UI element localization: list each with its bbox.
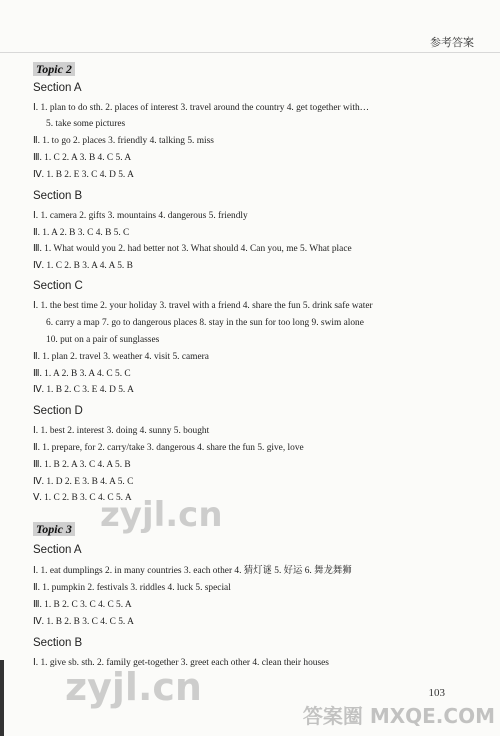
answer-line: Ⅳ. 1. C 2. B 3. A 4. A 5. B bbox=[33, 261, 133, 271]
section-a-heading: Section A bbox=[33, 544, 82, 556]
answer-line: Ⅱ. 1. pumpkin 2. festivals 3. riddles 4. luck 5. special bbox=[33, 583, 231, 593]
answer-line: Ⅳ. 1. B 2. C 3. E 4. D 5. A bbox=[33, 385, 134, 395]
section-c-heading: Section C bbox=[33, 280, 83, 292]
answer-line: Ⅰ. 1. eat dumplings 2. in many countries 3. each other 4. 猜灯谜 5. 好运 6. 舞龙舞狮 bbox=[33, 566, 352, 576]
answer-line: Ⅰ. 1. the best time 2. your holiday 3. travel with a friend 4. share the fun 5. drink safe water bbox=[33, 301, 373, 311]
answer-line: Ⅰ. 1. plan to do sth. 2. places of interest 3. travel around the country 4. get together with… bbox=[33, 103, 370, 113]
page-header: 参考答案 bbox=[430, 36, 474, 49]
answer-line: Ⅲ. 1. B 2. A 3. C 4. A 5. B bbox=[33, 460, 131, 470]
section-d-heading: Section D bbox=[33, 405, 83, 417]
answer-line: Ⅲ. 1. B 2. C 3. C 4. C 5. A bbox=[33, 600, 132, 610]
topic-3-label: Topic 3 bbox=[33, 522, 75, 536]
section-a-heading: Section A bbox=[33, 82, 82, 94]
answer-line: Ⅱ. 1. A 2. B 3. C 4. B 5. C bbox=[33, 228, 130, 238]
answer-line: 5. take some pictures bbox=[46, 119, 126, 129]
answer-line: 10. put on a pair of sunglasses bbox=[46, 335, 160, 345]
watermark: 答案圈 MXQE.COM bbox=[302, 704, 495, 728]
answer-line: Ⅲ. 1. A 2. B 3. A 4. C 5. C bbox=[33, 369, 131, 379]
header-rule bbox=[0, 52, 500, 53]
section-b-heading: Section B bbox=[33, 637, 83, 649]
section-b-heading: Section B bbox=[33, 190, 83, 202]
answer-line: Ⅳ. 1. D 2. E 3. B 4. A 5. C bbox=[33, 477, 134, 487]
page-number: 103 bbox=[428, 687, 445, 699]
answer-line: Ⅲ. 1. What would you 2. had better not 3. What should 4. Can you, me 5. What place bbox=[33, 244, 352, 254]
answer-line: Ⅰ. 1. give sb. sth. 2. family get-together 3. greet each other 4. clean their houses bbox=[33, 658, 329, 668]
answer-line: Ⅲ. 1. C 2. A 3. B 4. C 5. A bbox=[33, 153, 132, 163]
answer-line: Ⅳ. 1. B 2. E 3. C 4. D 5. A bbox=[33, 170, 134, 180]
binding-edge bbox=[0, 660, 4, 736]
answer-line: Ⅰ. 1. best 2. interest 3. doing 4. sunny 5. bought bbox=[33, 426, 210, 436]
topic-2-label: Topic 2 bbox=[33, 62, 75, 76]
answer-line: 6. carry a map 7. go to dangerous places 8. stay in the sun for too long 9. swim alone bbox=[46, 318, 364, 328]
answer-line: Ⅴ. 1. C 2. B 3. C 4. C 5. A bbox=[33, 493, 132, 503]
answer-line: Ⅳ. 1. B 2. B 3. C 4. C 5. A bbox=[33, 617, 134, 627]
watermark: zyjl.cn bbox=[100, 495, 223, 535]
answer-line: Ⅱ. 1. plan 2. travel 3. weather 4. visit 5. camera bbox=[33, 352, 209, 362]
answer-line: Ⅱ. 1. prepare, for 2. carry/take 3. dangerous 4. share the fun 5. give, love bbox=[33, 443, 304, 453]
watermark: zyjl.cn bbox=[65, 665, 202, 709]
answer-line: Ⅰ. 1. camera 2. gifts 3. mountains 4. dangerous 5. friendly bbox=[33, 211, 248, 221]
answer-line: Ⅱ. 1. to go 2. places 3. friendly 4. talking 5. miss bbox=[33, 136, 214, 146]
